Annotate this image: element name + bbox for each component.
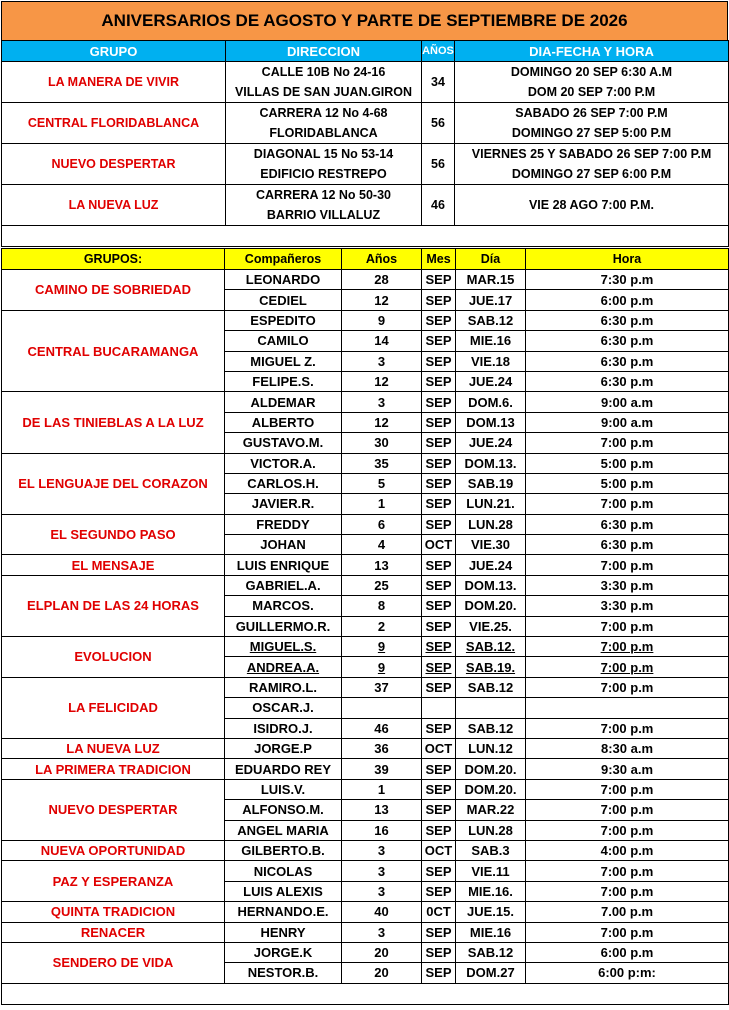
member-years: 12 [342,412,422,432]
member-day: DOM.13. [456,453,526,473]
member-month: SEP [422,331,456,351]
member-day: VIE.25. [456,616,526,636]
member-time: 6:30 p.m [526,331,729,351]
member-name: JAVIER.R. [225,494,342,514]
group-name: SENDERO DE VIDA [2,942,225,983]
member-name: CEDIEL [225,290,342,310]
member-month: SEP [422,616,456,636]
member-time [526,698,729,718]
member-row [2,840,729,860]
member-years: 13 [342,555,422,575]
member-day: DOM.13. [456,575,526,595]
member-day: DOM.20. [456,596,526,616]
member-row [2,759,729,779]
member-day: JUE.17 [456,290,526,310]
event-dates [455,103,729,144]
event-address-line: BARRIO VILLALUZ [266,208,381,222]
member-years: 4 [342,535,422,555]
header-grupos: GRUPOS: [2,249,225,270]
events-table [1,40,729,247]
header-hora: Hora [526,249,729,270]
spacer-cell [2,983,729,1004]
member-month: SEP [422,596,456,616]
member-month: OCT [422,840,456,860]
member-month: SEP [422,290,456,310]
member-day: MIE.16. [456,881,526,901]
event-address [226,185,422,226]
member-name: FREDDY [225,514,342,534]
member-row [2,738,729,758]
member-name: ISIDRO.J. [225,718,342,738]
member-row [2,902,729,922]
member-month: SEP [422,453,456,473]
group-name: ELPLAN DE LAS 24 HORAS [2,575,225,636]
member-years: 20 [342,963,422,983]
member-day: LUN.28 [456,514,526,534]
member-row [2,922,729,942]
member-name: JOHAN [225,535,342,555]
member-time: 6:00 p.m [526,290,729,310]
title-table [1,1,728,41]
member-years: 9 [342,657,422,677]
spacer-cell [2,226,729,247]
member-time: 6:30 p.m [526,310,729,330]
member-row [2,392,729,412]
member-month: SEP [422,677,456,697]
member-name: FELIPE.S. [225,371,342,391]
member-name: CAMILO [225,331,342,351]
member-row [2,555,729,575]
member-years: 1 [342,779,422,799]
member-years: 3 [342,881,422,901]
member-day [456,698,526,718]
member-name: LEONARDO [225,270,342,290]
member-time: 5:00 p.m [526,453,729,473]
member-years: 3 [342,351,422,371]
member-day: SAB.19. [456,657,526,677]
event-row [2,62,729,103]
member-day: DOM.13 [456,412,526,432]
group-name: EL LENGUAJE DEL CORAZON [2,453,225,514]
member-name: OSCAR.J. [225,698,342,718]
member-time: 7.00 p.m [526,902,729,922]
event-date-line: VIERNES 25 Y SABADO 26 SEP 7:00 P.M [471,147,712,161]
member-name: MIGUEL.S. [225,637,342,657]
header-grupo: GRUPO [2,41,226,62]
member-month: SEP [422,351,456,371]
group-name: EVOLUCION [2,637,225,678]
event-date-line: DOMINGO 27 SEP 5:00 P.M [511,126,672,140]
event-date-line: VIE 28 AGO 7:00 P.M. [528,198,655,212]
member-time: 5:00 p.m [526,473,729,493]
member-row [2,514,729,534]
member-day: JUE.24 [456,433,526,453]
member-day: DOM.6. [456,392,526,412]
header-anos: AÑOS [422,41,455,62]
member-row [2,453,729,473]
member-time: 7:00 p.m [526,881,729,901]
member-name: GILBERTO.B. [225,840,342,860]
event-date-line: DOMINGO 20 SEP 6:30 A.M [510,65,673,79]
event-address [226,144,422,185]
member-name: GUSTAVO.M. [225,433,342,453]
event-row [2,103,729,144]
member-years: 28 [342,270,422,290]
member-month: SEP [422,433,456,453]
group-name: EL SEGUNDO PASO [2,514,225,555]
member-day: VIE.11 [456,861,526,881]
event-row [2,185,729,226]
member-time: 7:00 p.m [526,718,729,738]
event-group: LA MANERA DE VIVIR [2,62,226,103]
member-day: MAR.15 [456,270,526,290]
member-month: SEP [422,371,456,391]
member-day: VIE.30 [456,535,526,555]
member-years: 9 [342,637,422,657]
member-years: 40 [342,902,422,922]
member-years: 6 [342,514,422,534]
member-month: SEP [422,392,456,412]
member-years: 3 [342,922,422,942]
member-time: 7:30 p.m [526,270,729,290]
member-row [2,861,729,881]
event-date-line: DOMINGO 27 SEP 6:00 P.M [511,167,672,181]
member-time: 7:00 p.m [526,433,729,453]
member-name: LUIS ENRIQUE [225,555,342,575]
member-name: ANGEL MARIA [225,820,342,840]
member-name: RAMIRO.L. [225,677,342,697]
member-time: 7:00 p.m [526,616,729,636]
member-name: GABRIEL.A. [225,575,342,595]
header-anos: Años [342,249,422,270]
member-years: 3 [342,861,422,881]
member-time: 8:30 a.m [526,738,729,758]
member-name: MARCOS. [225,596,342,616]
member-time: 4:00 p.m [526,840,729,860]
event-group: CENTRAL FLORIDABLANCA [2,103,226,144]
member-years: 1 [342,494,422,514]
member-years: 12 [342,290,422,310]
event-years: 56 [422,144,455,185]
member-day: LUN.21. [456,494,526,514]
member-day: SAB.12 [456,677,526,697]
member-name: MIGUEL Z. [225,351,342,371]
member-month: SEP [422,494,456,514]
member-name: NESTOR.B. [225,963,342,983]
member-name: ALFONSO.M. [225,800,342,820]
member-years: 30 [342,433,422,453]
member-time: 3:30 p.m [526,596,729,616]
member-month [422,698,456,718]
event-dates [455,185,729,226]
member-name: EDUARDO REY [225,759,342,779]
member-years: 25 [342,575,422,595]
member-name: LUIS ALEXIS [225,881,342,901]
member-month: 0CT [422,902,456,922]
member-name: ALDEMAR [225,392,342,412]
event-address-line: FLORIDABLANCA [269,126,378,140]
member-years: 37 [342,677,422,697]
member-years: 14 [342,331,422,351]
event-group: NUEVO DESPERTAR [2,144,226,185]
member-years: 12 [342,371,422,391]
member-years: 2 [342,616,422,636]
member-month: SEP [422,310,456,330]
member-years: 3 [342,392,422,412]
member-day: SAB.3 [456,840,526,860]
events-header-row [2,41,729,62]
member-day: MIE.16 [456,922,526,942]
member-month: SEP [422,861,456,881]
group-name: LA NUEVA LUZ [2,738,225,758]
member-day: SAB.12 [456,310,526,330]
member-name: LUIS.V. [225,779,342,799]
member-name: HERNANDO.E. [225,902,342,922]
member-name: JORGE.K [225,942,342,962]
member-name: ALBERTO [225,412,342,432]
member-row [2,310,729,330]
event-address-line: EDIFICIO RESTREPO [260,167,387,181]
member-time: 7:00 p.m [526,861,729,881]
event-address [226,62,422,103]
event-dates [455,62,729,103]
event-date-line: SABADO 26 SEP 7:00 P.M [515,106,668,120]
member-time: 7:00 p.m [526,657,729,677]
event-row [2,144,729,185]
member-row [2,677,729,697]
member-time: 7:00 p.m [526,820,729,840]
member-month: SEP [422,270,456,290]
group-name: DE LAS TINIEBLAS A LA LUZ [2,392,225,453]
member-time: 6:30 p.m [526,514,729,534]
member-name: CARLOS.H. [225,473,342,493]
member-month: SEP [422,800,456,820]
member-month: SEP [422,637,456,657]
member-month: SEP [422,657,456,677]
group-name: RENACER [2,922,225,942]
event-group: LA NUEVA LUZ [2,185,226,226]
member-years: 13 [342,800,422,820]
member-month: SEP [422,922,456,942]
group-name: PAZ Y ESPERANZA [2,861,225,902]
member-time: 6:30 p.m [526,371,729,391]
header-mes: Mes [422,249,456,270]
member-month: SEP [422,412,456,432]
member-name: NICOLAS [225,861,342,881]
header-companeros: Compañeros [225,249,342,270]
member-day: LUN.28 [456,820,526,840]
member-day: DOM.27 [456,963,526,983]
member-day: JUE.24 [456,371,526,391]
member-day: JUE.24 [456,555,526,575]
member-month: OCT [422,738,456,758]
member-month: SEP [422,575,456,595]
group-name: LA PRIMERA TRADICION [2,759,225,779]
member-time: 7:00 p.m [526,555,729,575]
member-time: 7:00 p.m [526,779,729,799]
member-day: SAB.19 [456,473,526,493]
member-name: GUILLERMO.R. [225,616,342,636]
member-row [2,637,729,657]
member-day: JUE.15. [456,902,526,922]
event-years: 34 [422,62,455,103]
member-time: 7:00 p.m [526,800,729,820]
member-month: SEP [422,759,456,779]
event-years: 56 [422,103,455,144]
member-years [342,698,422,718]
member-years: 5 [342,473,422,493]
header-dia-fecha-hora: DIA-FECHA Y HORA [455,41,729,62]
groups-header-row [2,249,729,270]
member-name: HENRY [225,922,342,942]
event-dates [455,144,729,185]
member-month: OCT [422,535,456,555]
header-dia: Día [456,249,526,270]
member-years: 9 [342,310,422,330]
member-row [2,779,729,799]
member-time: 7:00 p.m [526,677,729,697]
member-day: LUN.12 [456,738,526,758]
member-day: SAB.12 [456,942,526,962]
group-name: LA FELICIDAD [2,677,225,738]
member-time: 7:00 p.m [526,494,729,514]
member-month: SEP [422,473,456,493]
member-time: 6:00 p.m [526,942,729,962]
event-date-line: DOM 20 SEP 7:00 P.M [527,85,656,99]
member-years: 20 [342,942,422,962]
member-day: MAR.22 [456,800,526,820]
member-row [2,270,729,290]
member-time: 7:00 p.m [526,637,729,657]
member-years: 3 [342,840,422,860]
member-time: 9:00 a.m [526,412,729,432]
member-month: SEP [422,718,456,738]
member-row [2,575,729,595]
member-day: MIE.16 [456,331,526,351]
member-day: SAB.12. [456,637,526,657]
member-month: SEP [422,555,456,575]
member-years: 16 [342,820,422,840]
member-month: SEP [422,820,456,840]
event-address [226,103,422,144]
member-month: SEP [422,963,456,983]
member-day: SAB.12 [456,718,526,738]
member-day: DOM.20. [456,779,526,799]
member-time: 9:00 a.m [526,392,729,412]
header-direccion: DIRECCION [226,41,422,62]
event-address-line: CALLE 10B No 24-16 [261,65,386,79]
event-address-line: CARRERA 12 No 50-30 [256,188,391,202]
member-time: 9:30 a.m [526,759,729,779]
member-month: SEP [422,779,456,799]
event-years: 46 [422,185,455,226]
member-name: JORGE.P [225,738,342,758]
member-years: 8 [342,596,422,616]
member-time: 7:00 p.m [526,922,729,942]
member-day: VIE.18 [456,351,526,371]
spacer-row [2,226,729,247]
group-name: QUINTA TRADICION [2,902,225,922]
group-name: NUEVA OPORTUNIDAD [2,840,225,860]
event-address-line: VILLAS DE SAN JUAN.GIRON [234,85,413,99]
member-day: DOM.20. [456,759,526,779]
event-address-line: CARRERA 12 No 4-68 [259,106,388,120]
member-years: 35 [342,453,422,473]
page-title: ANIVERSARIOS DE AGOSTO Y PARTE DE SEPTIEMBRE DE 2026 [2,2,728,41]
event-address-line: DIAGONAL 15 No 53-14 [253,147,394,161]
member-row [2,942,729,962]
member-month: SEP [422,942,456,962]
member-time: 6:00 p:m: [526,963,729,983]
groups-table [1,248,729,1005]
member-time: 6:30 p.m [526,535,729,555]
member-name: ESPEDITO [225,310,342,330]
group-name: CENTRAL BUCARAMANGA [2,310,225,392]
group-name: CAMINO DE SOBRIEDAD [2,270,225,311]
group-name: EL MENSAJE [2,555,225,575]
member-name: VICTOR.A. [225,453,342,473]
member-years: 36 [342,738,422,758]
group-name: NUEVO DESPERTAR [2,779,225,840]
member-name: ANDREA.A. [225,657,342,677]
member-years: 46 [342,718,422,738]
member-time: 6:30 p.m [526,351,729,371]
spacer-row [2,983,729,1004]
member-years: 39 [342,759,422,779]
member-month: SEP [422,514,456,534]
member-month: SEP [422,881,456,901]
member-time: 3:30 p.m [526,575,729,595]
